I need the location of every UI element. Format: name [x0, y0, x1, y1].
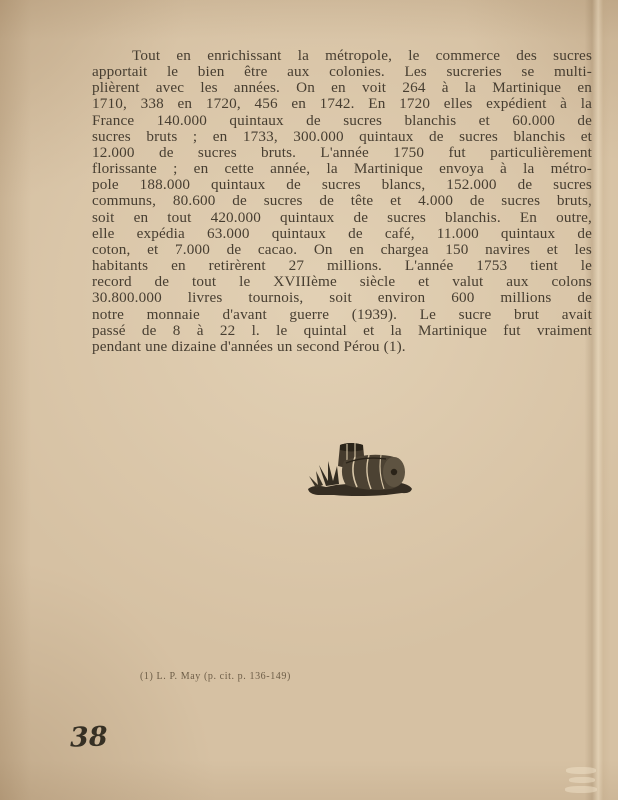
paragraph-line: plièrent avec les années. On en voit 264 à la Martinique en [92, 79, 592, 97]
paragraph-line: pendant une dizaine d'années un second Pérou (1). [92, 337, 406, 355]
paragraph-line: pole 188.000 quintaux de sucres blancs, 152.000 de sucres [92, 176, 592, 194]
paragraph-line: soit en tout 420.000 quintaux de sucres blanchis. En outre, [92, 208, 592, 226]
paragraph-line: 12.000 de sucres bruts. L'année 1750 fut particulièrement [92, 143, 592, 161]
paragraph-line: florissante ; en cette année, la Martinique envoya à la métro- [92, 160, 592, 178]
barrels-illustration-icon [306, 439, 414, 499]
paragraph-line: sucres bruts ; en 1733, 300.000 quintaux de sucres blanchis et [92, 127, 592, 145]
paper-smudge [569, 777, 595, 783]
paragraph-line: coton, et 7.000 de cacao. On en chargea 150 navires et les [92, 240, 592, 258]
footnote: (1) L. P. May (p. cit. p. 136-149) [140, 671, 291, 682]
paragraph-line: elle expédia 63.000 quintaux de café, 11.000 quintaux de [92, 224, 592, 242]
paragraph-line: France 140.000 quintaux de sucres blanchis et 60.000 de [92, 111, 592, 129]
paragraph-line: record de tout le XVIIIème siècle et valut aux colons [92, 273, 592, 291]
paper-smudge [565, 786, 597, 793]
paragraph-line: 30.800.000 livres tournois, soit environ 600 millions de [92, 289, 592, 307]
paragraph-line: Tout en enrichissant la métropole, le commerce des sucres [132, 47, 592, 64]
body-paragraph [92, 48, 592, 355]
page-number: 38 [69, 721, 109, 754]
paragraph-line: apportait le bien être aux colonies. Les sucreries se multi- [92, 63, 592, 81]
paragraph-line: habitants en retirèrent 27 millions. L'année 1753 tient le [92, 257, 592, 275]
paragraph-line: communs, 80.600 de sucres de tête et 4.000 de sucres bruts, [92, 192, 592, 210]
paragraph-line: 1710, 338 en 1720, 456 en 1742. En 1720 elles expédient à la [92, 95, 592, 113]
paragraph-line: passé de 8 à 22 l. le quintal et la Martinique fut vraiment [92, 321, 592, 339]
paper-smudge [566, 767, 596, 774]
paragraph-line: notre monnaie d'avant guerre (1939). Le sucre brut avait [92, 305, 592, 323]
